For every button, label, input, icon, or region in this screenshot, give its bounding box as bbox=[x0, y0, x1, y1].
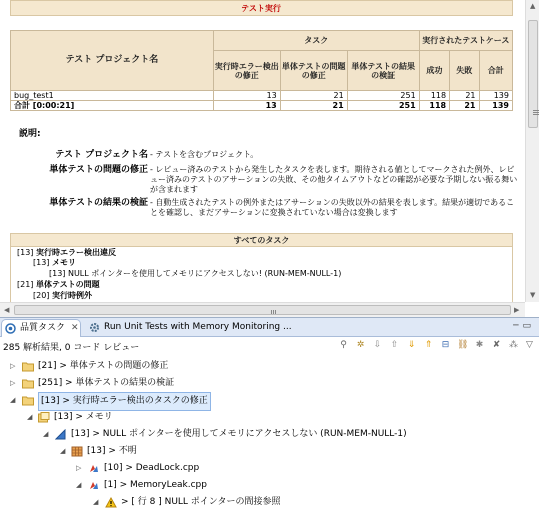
minimize-icon[interactable]: ─ bbox=[513, 321, 523, 331]
tab-quality-tasks[interactable] bbox=[1, 319, 81, 337]
description-def: - レビュー済みのテストから発生したタスクを表します。期待される値としてマークされた例外、レビュー済みのテストのアサーションの失敗、その他タイムアウトなどの確認が必要な予期しない振る舞いが含まれます bbox=[150, 165, 518, 194]
tab-label: Run Unit Tests with Memory Monitoring ... bbox=[104, 322, 292, 332]
table-row bbox=[11, 91, 513, 101]
description-term: 単体テストの結果の検証 bbox=[49, 198, 148, 208]
scroll-right-icon[interactable]: ▶ bbox=[514, 306, 520, 314]
tree-item-runtime-errors[interactable]: ◢ [13] > 実行時エラー検出のタスクの修正 bbox=[0, 392, 539, 409]
scroll-thumb[interactable] bbox=[14, 305, 511, 315]
collapse-icon[interactable]: ⇩ bbox=[373, 340, 382, 350]
cell-total: 139 bbox=[479, 91, 513, 101]
report-vertical-scrollbar[interactable] bbox=[525, 0, 539, 302]
description-item bbox=[10, 198, 515, 220]
exec-header bbox=[10, 0, 513, 16]
warning-icon bbox=[105, 497, 117, 508]
maximize-icon[interactable]: ▭ bbox=[522, 321, 535, 331]
cpp-file-icon bbox=[88, 463, 100, 474]
description-term: テスト プロジェクト名 bbox=[55, 150, 148, 160]
description-def: - テストを含むプロジェクト。 bbox=[150, 150, 259, 159]
all-tasks-section bbox=[10, 233, 513, 302]
description-item bbox=[10, 165, 518, 197]
unit-problem-col-header: 単体テストの問題の修正 bbox=[280, 51, 347, 91]
view-toolbar bbox=[0, 338, 539, 354]
tab-run-unit-tests[interactable] bbox=[86, 319, 318, 337]
scroll-left-icon[interactable]: ◀ bbox=[4, 306, 10, 314]
tree-item-unit-result[interactable]: ▷ [251] > 単体テストの結果の検証 bbox=[0, 375, 539, 392]
task-line[interactable]: [13] NULL ポインターを使用してメモリにアクセスしない! (RUN-MEM-NULL-1) bbox=[49, 269, 342, 278]
tree-item-rule[interactable]: ◢ [13] > NULL ポインターを使用してメモリにアクセスしない (RUN-MEM-NULL-1) bbox=[0, 426, 539, 443]
expand-icon[interactable]: ▷ bbox=[10, 379, 16, 387]
expand-icon[interactable]: ▷ bbox=[10, 362, 16, 370]
tree-item-finding[interactable]: ◢ > [ 行 8 ] NULL ポインターの間接参照 bbox=[0, 494, 539, 511]
task-line[interactable]: [20] 実行時例外 bbox=[33, 291, 92, 300]
close-icon[interactable]: ✕ bbox=[71, 323, 79, 333]
total-label: 合計 [0:00:21] bbox=[11, 101, 214, 111]
collapse-icon[interactable]: ◢ bbox=[60, 447, 66, 455]
tree-item-unknown[interactable]: ◢ [13] > 不明 bbox=[0, 443, 539, 460]
expand-icon[interactable]: ⇧ bbox=[390, 340, 399, 350]
runtime-col-header: 実行時エラー検出の修正 bbox=[213, 51, 280, 91]
search-icon[interactable]: ⚲ bbox=[340, 340, 347, 350]
collapse-icon[interactable]: ◢ bbox=[76, 481, 82, 489]
task-line[interactable]: [13] メモリ bbox=[33, 258, 76, 267]
cell-runtime: 13 bbox=[213, 101, 280, 111]
task-tree bbox=[0, 356, 539, 511]
group-icon[interactable]: ⊟ bbox=[441, 340, 450, 350]
gear-icon bbox=[89, 322, 100, 333]
tree-item-unit-problem[interactable]: ▷ [21] > 単体テストの問題の修正 bbox=[0, 358, 539, 375]
task-line[interactable]: [13] 実行時エラー検出違反 bbox=[17, 248, 116, 257]
scroll-down-icon[interactable]: ▼ bbox=[530, 291, 536, 299]
cell-runtime: 13 bbox=[213, 91, 280, 101]
view-tab-bar bbox=[0, 318, 539, 337]
project-col-header: テスト プロジェクト名 bbox=[11, 31, 214, 91]
cell-success: 118 bbox=[419, 101, 449, 111]
collapse-icon[interactable]: ◢ bbox=[43, 430, 49, 438]
description-term: 単体テストの問題の修正 bbox=[49, 165, 148, 175]
description-title: 説明: bbox=[19, 129, 41, 139]
module-icon bbox=[71, 446, 83, 457]
cell-unit-problem: 21 bbox=[280, 101, 347, 111]
all-tasks-header: すべてのタスク bbox=[11, 234, 512, 247]
collapse-icon[interactable]: ◢ bbox=[93, 498, 99, 506]
tree-item-file[interactable]: ◢ [1] > MemoryLeak.cpp bbox=[0, 477, 539, 494]
table-row-total bbox=[11, 101, 513, 111]
total-col-header: 合計 bbox=[479, 51, 513, 91]
tree-item-memory[interactable]: ◢ [13] > メモリ bbox=[0, 409, 539, 426]
view-menu-icon[interactable]: ▽ bbox=[526, 340, 533, 350]
settings-icon[interactable]: ✱ bbox=[475, 340, 484, 350]
cell-fail: 21 bbox=[450, 101, 479, 111]
view-window-controls bbox=[513, 321, 535, 331]
tasks-group-header: タスク bbox=[213, 31, 419, 51]
cell-total: 139 bbox=[479, 101, 513, 111]
project-name-link[interactable]: bug_test1 bbox=[11, 91, 214, 101]
quality-tasks-icon bbox=[5, 323, 16, 334]
task-line[interactable]: [21] 単体テストの問題 bbox=[17, 280, 100, 289]
link-icon[interactable]: ⛓ bbox=[457, 340, 469, 350]
folder-icon bbox=[22, 378, 34, 389]
cell-unit-problem: 21 bbox=[280, 91, 347, 101]
results-table bbox=[10, 30, 513, 111]
folder-open-icon bbox=[22, 395, 34, 406]
cell-unit-result: 251 bbox=[347, 91, 419, 101]
remove-icon[interactable]: ✘ bbox=[492, 340, 501, 350]
tab-label: 品質タスク bbox=[20, 323, 66, 333]
next-icon[interactable]: ⇓ bbox=[407, 340, 416, 350]
result-summary: 285 解析結果, 0 コード レビュー bbox=[3, 343, 140, 353]
wand-icon[interactable]: ⁂ bbox=[509, 340, 518, 350]
unit-result-col-header: 単体テストの結果の検証 bbox=[347, 51, 419, 91]
report-horizontal-scrollbar[interactable] bbox=[0, 302, 525, 317]
scroll-thumb[interactable] bbox=[528, 20, 538, 128]
previous-icon[interactable]: ⇑ bbox=[424, 340, 433, 350]
fail-col-header: 失敗 bbox=[450, 51, 479, 91]
rule-icon bbox=[55, 429, 67, 440]
exec-header-title: テスト実行 bbox=[241, 4, 281, 13]
success-col-header: 成功 bbox=[419, 51, 449, 91]
scroll-up-icon[interactable]: ▲ bbox=[530, 2, 536, 10]
results-group-header: 実行されたテストケース bbox=[419, 31, 512, 51]
description-item bbox=[10, 150, 515, 162]
cell-unit-result: 251 bbox=[347, 101, 419, 111]
cpp-file-icon bbox=[88, 480, 100, 491]
cell-fail: 21 bbox=[450, 91, 479, 101]
expand-icon[interactable]: ▷ bbox=[76, 464, 82, 472]
filter-icon[interactable]: ✲ bbox=[356, 340, 365, 350]
tree-item-file[interactable]: ▷ [10] > DeadLock.cpp bbox=[0, 460, 539, 477]
collapse-icon[interactable]: ◢ bbox=[27, 413, 33, 421]
cell-success: 118 bbox=[419, 91, 449, 101]
folder-icon bbox=[22, 361, 34, 372]
category-icon bbox=[38, 412, 50, 423]
description-def: - 自動生成されたテストの例外またはアサーションの失敗以外の結果を表します。結果が適切であることを確認し、まだアサーションに変換されていない場合は変換します bbox=[150, 198, 515, 217]
collapse-icon[interactable]: ◢ bbox=[10, 396, 16, 404]
